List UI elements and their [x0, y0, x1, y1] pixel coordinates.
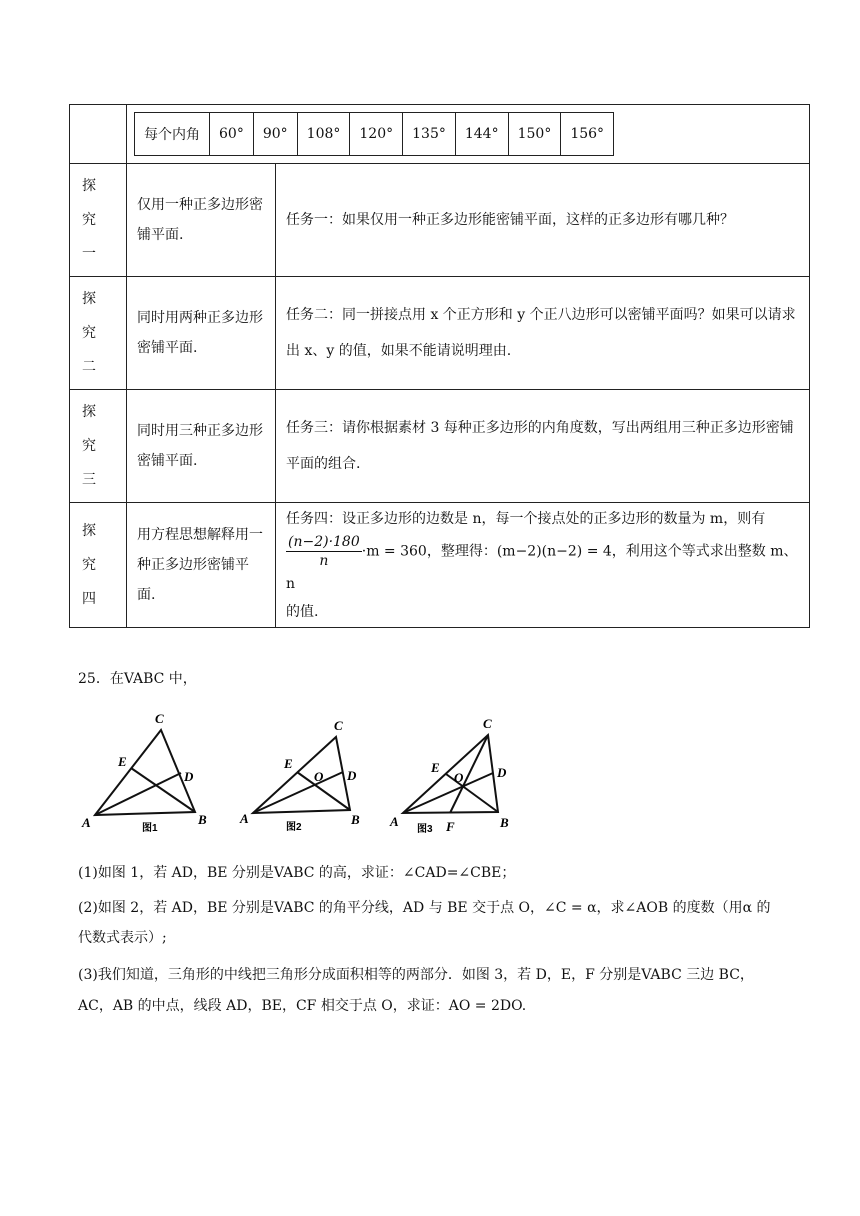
explore-task: 任务二：同一拼接点用 x 个正方形和 y 个正八边形可以密铺平面吗？如果可以请求出 x、y 的值，如果不能请说明理由.: [286, 307, 796, 359]
task-formula-line: [286, 533, 799, 598]
explore-label-cell: [70, 277, 127, 390]
fig3-caption: 图3: [417, 824, 433, 835]
fig2-label-A: A: [240, 811, 249, 826]
explore-task-cell: [276, 164, 810, 277]
task-line: 任务四：设正多边形的边数是 n，每一个接点处的正多边形的数量为 m，则有: [286, 510, 766, 527]
fraction-denominator: n: [319, 552, 329, 569]
explore-row-4: [70, 503, 810, 628]
explore-topic: 同时用三种正多边形密铺平面.: [137, 423, 263, 469]
fig1-label-A: A: [82, 815, 91, 830]
label-char: 探: [82, 178, 96, 194]
angle-value: 60°: [210, 113, 254, 156]
angle-header: 每个内角: [135, 113, 210, 156]
angle-value: 150°: [508, 113, 561, 156]
label-char: 探: [82, 523, 96, 539]
angle-row: [70, 105, 810, 164]
fig3-label-O: O: [454, 770, 464, 785]
triangle-figures: [70, 705, 550, 840]
explore-task: 任务一：如果仅用一种正多边形能密铺平面，这样的正多边形有哪几种？: [286, 212, 734, 228]
angle-value: 108°: [297, 113, 350, 156]
explore-task: [276, 505, 809, 626]
fig2-label-D: D: [347, 768, 357, 783]
label-char: 究: [82, 325, 96, 341]
explore-row-2: [70, 277, 810, 390]
fig2-label-E: E: [284, 756, 293, 771]
explore-row-3: [70, 390, 810, 503]
label-char: 三: [82, 472, 96, 488]
angle-table-cell: [127, 105, 810, 164]
fig1-label-D: D: [184, 769, 194, 784]
fig1-label-C: C: [155, 711, 164, 726]
explore-label-cell: [70, 390, 127, 503]
question-part-2-line-2: 代数式表示）;: [78, 930, 167, 946]
explore-topic: 同时用两种正多边形密铺平面.: [137, 310, 263, 356]
task-line: 的值.: [286, 603, 319, 620]
angle-value: 90°: [253, 113, 297, 156]
explore-topic-cell: [127, 390, 276, 503]
question-part-2-line-1: (2)如图 2，若 AD，BE 分别是VABC 的角平分线，AD 与 BE 交于点 O，∠C = α，求∠AOB 的度数（用α 的: [78, 900, 771, 916]
fig2-caption: 图2: [286, 822, 302, 833]
fig1-caption: 图1: [142, 823, 158, 834]
fig3-label-E: E: [431, 760, 440, 775]
fig1-label-B: B: [198, 812, 207, 827]
label-char: 究: [82, 212, 96, 228]
label-char: 探: [82, 291, 96, 307]
fraction-numerator: (n−2)·180: [288, 533, 360, 550]
formula-fraction: [286, 533, 362, 570]
question-part-3-line-1: (3)我们知道，三角形的中线把三角形分成面积相等的两部分．如图 3，若 D，E，F 分别是VABC 三边 BC，: [78, 967, 754, 983]
explore-task-cell: [276, 503, 810, 628]
label-char: 二: [82, 359, 96, 375]
fig2-label-B: B: [351, 812, 360, 827]
explore-topic-cell: [127, 503, 276, 628]
fig3-label-C: C: [483, 716, 492, 731]
figure-2: [253, 737, 350, 813]
explore-topic: 用方程思想解释用一种正多边形密铺平面.: [137, 527, 263, 603]
explore-label-cell: [70, 503, 127, 628]
question-number: 25．在VABC 中，: [78, 671, 197, 687]
explore-label-cell: [70, 164, 127, 277]
fig1-label-E: E: [118, 754, 127, 769]
label-char: 一: [82, 246, 96, 262]
explore-topic: 仅用一种正多边形密铺平面.: [137, 197, 263, 243]
fig2-label-C: C: [334, 718, 343, 733]
fig3-label-F: F: [446, 819, 455, 834]
explore-task-cell: [276, 390, 810, 503]
explore-topic-cell: [127, 277, 276, 390]
label-char: 究: [82, 438, 96, 454]
angle-value: 135°: [403, 113, 456, 156]
angle-value: 156°: [561, 113, 614, 156]
label-char: 四: [82, 591, 96, 607]
label-char: 究: [82, 557, 96, 573]
angle-value: 120°: [350, 113, 403, 156]
figure-1: [95, 730, 195, 815]
question-part-3-line-2: AC，AB 的中点，线段 AD，BE，CF 相交于点 O，求证：AO = 2DO.: [78, 998, 527, 1014]
empty-cell: [70, 105, 127, 164]
figure-3: [403, 735, 498, 813]
task-line: ·m = 360，整理得：(m−2)(n−2) = 4，利用这个等式求出整数 m、n: [286, 543, 798, 592]
exploration-table: [69, 104, 810, 628]
fig3-label-D: D: [497, 765, 507, 780]
angle-table: [134, 112, 614, 156]
fig3-label-B: B: [500, 815, 509, 830]
fig3-label-A: A: [390, 814, 399, 829]
explore-task: 任务三：请你根据素材 3 每种正多边形的内角度数，写出两组用三种正多边形密铺平面的组合.: [286, 420, 794, 472]
question-part-1: (1)如图 1，若 AD，BE 分别是VABC 的高，求证：∠CAD=∠CBE；: [78, 865, 516, 881]
label-char: 探: [82, 404, 96, 420]
explore-topic-cell: [127, 164, 276, 277]
explore-task-cell: [276, 277, 810, 390]
fig2-label-O: O: [314, 769, 324, 784]
angle-value: 144°: [455, 113, 508, 156]
explore-row-1: [70, 164, 810, 277]
